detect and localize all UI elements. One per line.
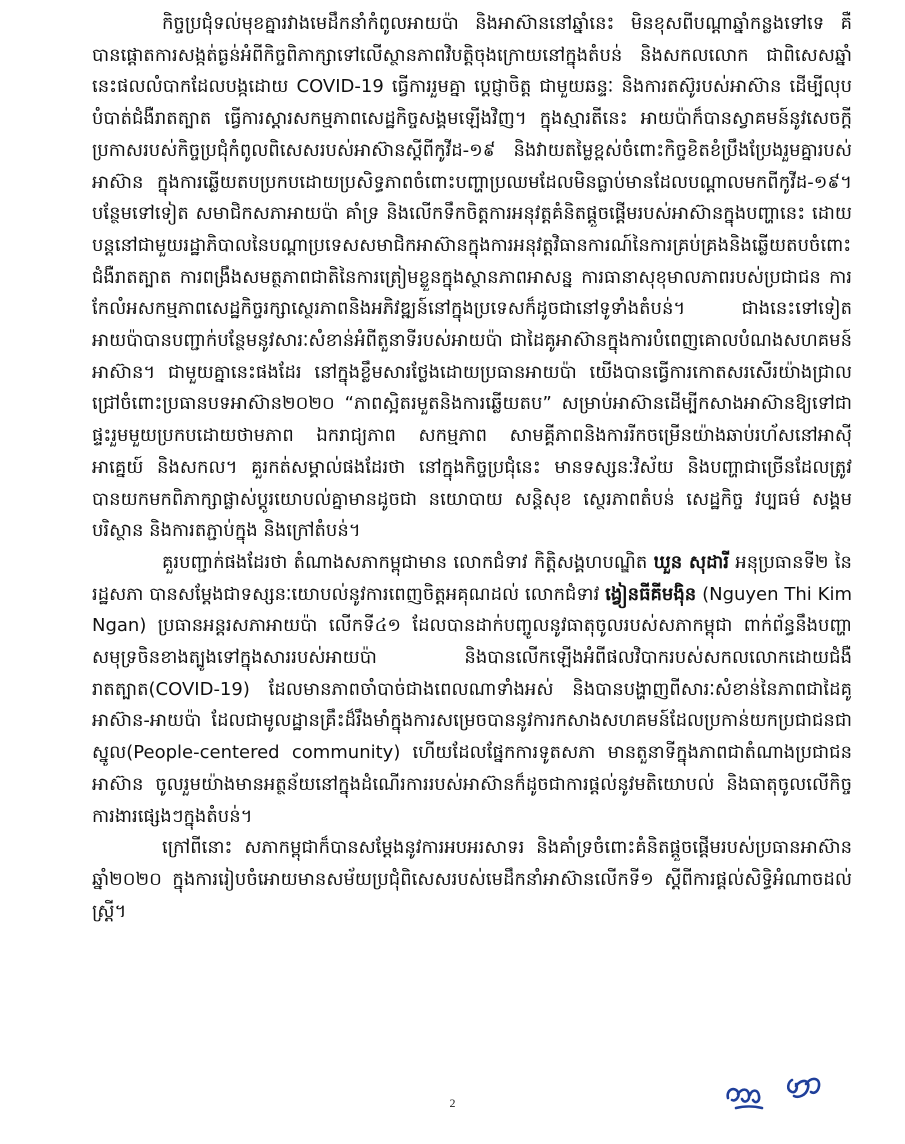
page-number: 2 <box>449 1096 456 1110</box>
paragraph-text: ក្រៅពីនោះ សភាកម្ពុជាក៏បានសម្តែងនូវការអបអរសាទរ និងគាំទ្រចំពោះគំនិតផ្តួចផ្តើមរបស់ប្រធានអាស៊ានឆ្នាំ២០២០ ក្នុងការរៀបចំអោយមានសម័យប្រជុំពិសេសរបស់មេដឹកនាំអាស៊ានលើកទី១ ស្តីពីការផ្តល់សិទ្ធិអំណាចដល់ស្ត្រី។ <box>92 837 852 922</box>
document-body <box>92 8 852 927</box>
paragraph-2 <box>92 547 852 832</box>
paragraph-text: គួរបញ្ជាក់ផងដែរថា តំណាងសភាកម្ពុជាមាន លោកជំទាវ កិត្តិសង្គហបណ្ឌិត <box>162 551 654 573</box>
paragraph-text: (Nguyen Thi Kim Ngan) ប្រធានអន្តរសភាអាយប៉ា លើកទី៤១ ដែលបានដាក់បញ្ចូលនូវធាតុចូលរបស់សភាកម្ពុជា ពាក់ព័ន្ធនឹងបញ្ហាសមុទ្រចិនខាងត្បូងទៅក្នុងសាររបស់អាយប៉ា និងបានលើកឡើងអំពីផលវិបាករបស់សកលលោកដោយជំងឺរាតត្បាត(COVID-19) ដែលមានភាពចាំបាច់ជាងពេលណាទាំងអស់ និងបានបង្ហាញពីសារៈសំខាន់នៃភាពជាដៃគូអាស៊ាន-អាយប៉ា ដែលជាមូលដ្ឋានគ្រឹះដ៏រឹងមាំក្នុងការសម្រេចបាននូវការកសាងសហគមន៍ដែលប្រកាន់យកប្រជាជនជាស្នូល(People-centered community) ហើយដែលផ្នែកការទូតសភា មានតួនាទីក្នុងភាពជាតំណាងប្រជាជនអាស៊ាន ចូលរួមយ៉ាងមានអត្ថន័យនៅក្នុងដំណើរការរបស់អាស៊ានក៏ដូចជាការផ្តល់នូវមតិយោបល់ និងធាតុចូលលើកិច្ចការងារផ្សេងៗក្នុងតំបន់។ <box>92 583 852 827</box>
paragraph-3 <box>92 832 852 927</box>
bold-name: ង្វៀនធីគីមង៉ិន <box>605 583 697 605</box>
paragraph-text: កិច្ចប្រជុំទល់មុខគ្នារវាងមេដឹកនាំកំពូលអាយប៉ា និងអាស៊ាននៅឆ្នាំនេះ មិនខុសពីបណ្តាឆ្នាំកន្លងទៅទេ គឺបានផ្តោតការសង្កត់ធ្ងន់អំពីកិច្ចពិភាក្សាទៅលើស្ថានភាពវិបត្តិចុងក្រោយនៅក្នុងតំបន់ និងសកលលោក ជាពិសេសឆ្នាំនេះផលលំបាកដែលបង្កដោយ COVID-19 ធ្វើការរួមគ្នា ប្តេជ្ញាចិត្ត ជាមួយឆន្ទៈ និងការតស៊ូរបស់អាស៊ាន ដើម្បីលុបបំបាត់ជំងឺរាតត្បាត ធ្វើការស្តារសកម្មភាពសេដ្ឋកិច្ចសង្គមឡើងវិញ។ ក្នុងស្មារតីនេះ អាយប៉ាក៏បានស្វាគមន៍នូវសេចក្តីប្រកាសរបស់កិច្ចប្រជុំកំពូលពិសេសរបស់អាស៊ានស្តីពីកូវីដ-១៩ និងវាយតម្លៃខ្ពស់ចំពោះកិច្ចខិតខំប្រឹងប្រែងរួមគ្នារបស់អាស៊ាន ក្នុងការឆ្លើយតបប្រកបដោយប្រសិទ្ធភាពចំពោះបញ្ហាប្រឈមដែលមិនធ្លាប់មានដែលបណ្តាលមកពីកូវីដ-១៩។ បន្ថែមទៅទៀត សមាជិកសភាអាយប៉ា គាំទ្រ និងលើកទឹកចិត្តការអនុវត្តគំនិតផ្តួចផ្តើមរបស់អាស៊ានក្នុងបញ្ហានេះ ដោយបន្តនៅជាមួយរដ្ឋាភិបាលនៃបណ្តាប្រទេសសមាជិកអាស៊ានក្នុងការអនុវត្តវិធានការណ៍នៃការគ្រប់គ្រងនិងឆ្លើយតបចំពោះជំងឺរាតត្បាត ការពង្រឹងសមត្ថភាពជាតិនៃការត្រៀមខ្លួនក្នុងស្ថានភាពអាសន្ន ការធានាសុខុមាលភាពរបស់ប្រជាជន ការកែលំអសកម្មភាពសេដ្ឋកិច្ចរក្សាស្ថេរភាពនិងអភិវឌ្ឍន៍នៅក្នុងប្រទេសក៏ដូចជានៅទូទាំងតំបន់។ ជាងនេះទៅទៀត អាយប៉ាបានបញ្ជាក់បន្ថែមនូវសារៈសំខាន់អំពីតួនាទីរបស់អាយប៉ា ជាដៃគូអាស៊ានក្នុងការបំពេញគោលបំណងសហគមន៍អាស៊ាន។ ជាមួយគ្នានេះផងដែរ នៅក្នុងខ្លឹមសារថ្លែងដោយប្រធានអាយប៉ា យើងបានធ្វើការកោតសរសើរយ៉ាងជ្រាលជ្រៅចំពោះប្រធានបទអាស៊ាន២០២០ “ភាពស្អិតរមួតនិងការឆ្លើយតប” សម្រាប់អាស៊ានដើម្បីកសាងអាស៊ានឱ្យទៅជាផ្ទះរួមមួយប្រកបដោយថាមភាព ឯករាជ្យភាព សកម្មភាព សាមគ្គីភាពនិងការរីកចម្រើនយ៉ាងឆាប់រហ័សនៅអាស៊ីអាគ្នេយ៍ និងសកល។ គួរកត់សម្គាល់ផងដែរថា នៅក្នុងកិច្ចប្រជុំនេះ មានទស្សនៈវិស័យ និងបញ្ហាជាច្រើនដែលត្រូវបានយកមកពិភាក្សាផ្លាស់ប្តូរយោបល់គ្នាមានដូចជា នយោបាយ សន្តិសុខ ស្ថេរភាពតំបន់ សេដ្ឋកិច្ច វប្បធម៌ សង្គម បរិស្ថាន និងការតភ្ជាប់ក្នុង និងក្រៅតំបន់។ <box>92 13 852 542</box>
paragraph-text: អនុប្រធានទី២ នៃរដ្ឋសភា បានសម្តែងជាទស្សនៈយោបល់នូវការពេញចិត្តអគុណដល់ លោកជំទាវ <box>92 551 852 605</box>
paragraph-1 <box>92 8 852 547</box>
bold-name: ឃួន សុដារី <box>653 551 729 573</box>
